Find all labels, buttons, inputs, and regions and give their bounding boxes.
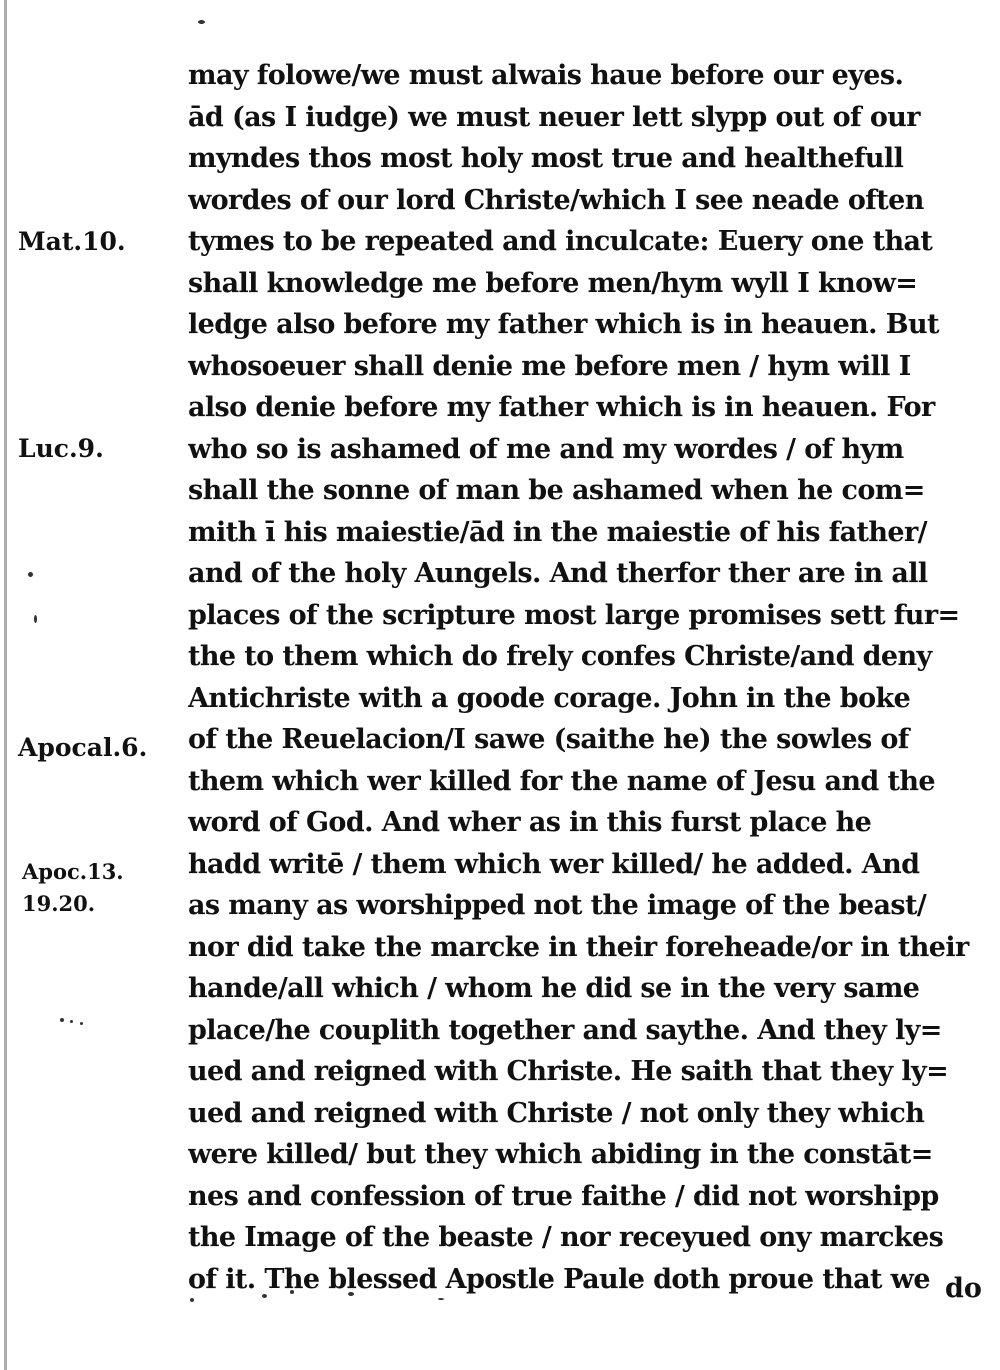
text-line: shall knowledge me before men/hym wyll I know=	[188, 267, 918, 299]
ink-speck	[198, 20, 205, 24]
ink-speck	[70, 1020, 73, 1023]
text-line: also denie before my father which is in heauen. For	[188, 392, 935, 423]
text-line: ledge also before my father which is in heauen. But	[188, 309, 939, 340]
text-line: as many as worshipped not the image of the beast/	[188, 890, 927, 921]
text-line: word of God. And wher as in this furst place he	[188, 807, 872, 838]
text-line: them which wer killed for the name of Jesu and the	[188, 765, 935, 797]
catchword: do	[945, 1273, 982, 1304]
text-line: and of the holy Aungels. And therfor ther are in all	[188, 558, 928, 589]
text-line: whosoeuer shall denie me before men / hym will I	[188, 350, 911, 382]
text-line: of the Reuelacion/I sawe (saithe he) the sowles of	[188, 724, 909, 755]
text-line: tymes to be repeated and inculcate: Euery one that	[188, 226, 933, 257]
text-line: ād (as I iudge) we must neuer lett slypp out of our	[188, 101, 920, 133]
text-line: shall the sonne of man be ashamed when he com=	[188, 475, 925, 506]
ink-speck	[34, 615, 37, 623]
margin-note-luc: Luc.9.	[18, 434, 104, 463]
text-line: Antichriste with a goode corage. John in the boke	[188, 682, 911, 714]
margin-note-apoc19: 19.20.	[22, 891, 96, 916]
text-line: ued and reigned with Christe / not only they which	[188, 1097, 925, 1129]
text-line: places of the scripture most large promises sett fur=	[188, 599, 960, 631]
text-line: hadd writē / them which wer killed/ he added. And	[188, 848, 920, 880]
main-text-block	[188, 55, 983, 1300]
text-line: wordes of our lord Christe/which I see neade often	[188, 184, 924, 216]
ink-speck	[60, 1018, 64, 1022]
text-line: place/he couplith together and saythe. And they ly=	[188, 1014, 942, 1046]
text-line: who so is ashamed of me and my wordes / of hym	[188, 433, 904, 465]
text-line: nes and confession of true faithe / did not worshipp	[188, 1180, 939, 1212]
text-line: of it. The blessed Apostle Paule doth proue that we	[188, 1263, 930, 1295]
text-line: nor did take the marcke in their foreheade/or in their	[188, 931, 969, 963]
page-gutter-edge	[4, 0, 7, 1370]
text-line: may folowe/we must alwais haue before our eyes.	[188, 60, 904, 91]
text-line: were killed/ but they which abiding in the constāt=	[188, 1139, 933, 1170]
margin-note-mat: Mat.10.	[18, 227, 126, 256]
text-line: the to them which do frely confes Christe/and deny	[188, 641, 932, 672]
text-line: mith ī his maiestie/ād in the maiestie of his father/	[188, 516, 927, 548]
text-line: the Image of the beaste / nor receyued ony marckes	[188, 1222, 944, 1253]
ink-speck	[80, 1022, 83, 1025]
text-line: myndes thos most holy most true and healthefull	[188, 143, 904, 174]
text-line: hande/all which / whom he did se in the very same	[188, 973, 920, 1004]
margin-note-apoc13: Apoc.13.	[22, 859, 124, 884]
margin-note-apocal: Apocal.6.	[18, 733, 148, 762]
text-line: ued and reigned with Christe. He saith that they ly=	[188, 1056, 949, 1087]
ink-speck	[28, 572, 33, 577]
